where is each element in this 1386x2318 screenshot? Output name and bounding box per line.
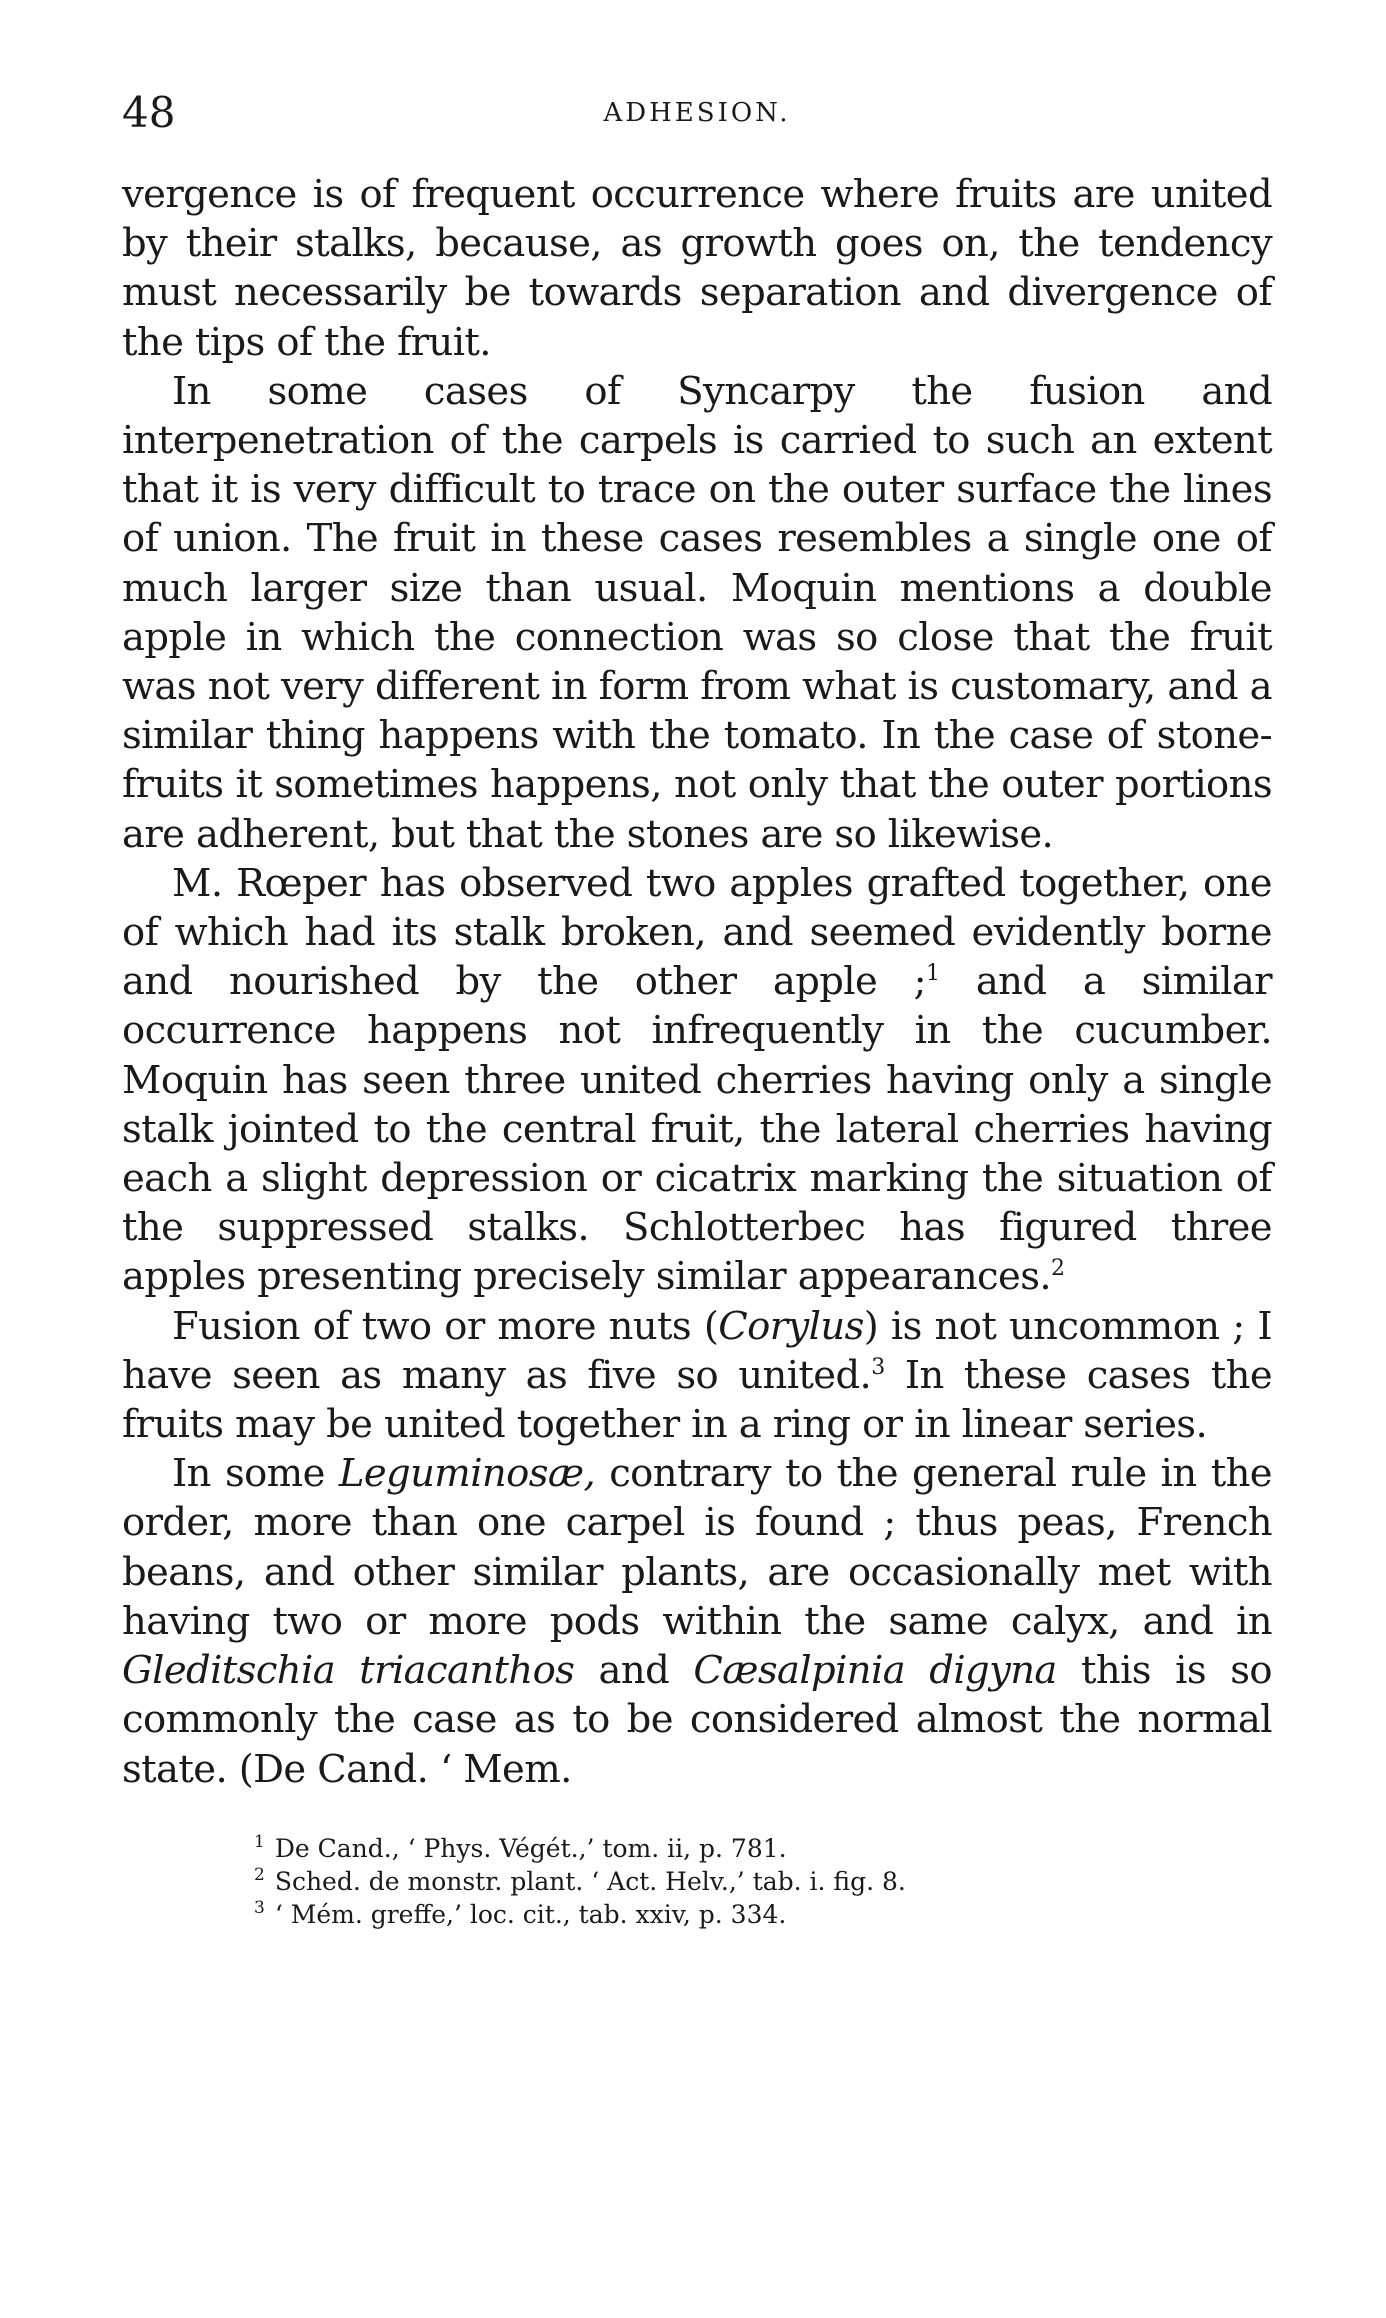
paragraph-3-text-b: and a similar occurrence happens not infrequently in the cucumber. Moquin has seen three united cherries having only a single stalk jointed to the central fruit, the lateral cherries having each a slight depression or cicatrix marking the situation of the suppressed stalks. Schlotterbec has figured three apples presenting precisely similar appearances. [122, 959, 1272, 1300]
footnote-text: ‘ Mém. greffe,’ loc. cit., tab. xxiv, p. 334. [274, 1899, 787, 1929]
book-page [122, 88, 1272, 1931]
paragraph-5-text-c: and [574, 1648, 694, 1694]
footnote [254, 1865, 1272, 1898]
paragraph-4-text-c: In these cases the fruits may be united together in a ring or in linear series. [122, 1352, 1273, 1448]
paragraph-5-text-b: contrary to the general rule in the order, more than one carpel is found ; thus peas, French beans, and other similar plants, are occasionally met with having two or more pods within the same calyx, and in [122, 1451, 1272, 1644]
running-head [122, 88, 1272, 148]
page-number: 48 [122, 88, 176, 137]
italic-corylus: Corylus [718, 1303, 864, 1349]
footnote-mark: 1 [254, 1832, 265, 1853]
paragraph-4-text-a: Fusion of two or more nuts ( [172, 1303, 719, 1349]
paragraph-4 [122, 1302, 1272, 1450]
footnote-ref-1: 1 [926, 961, 940, 987]
italic-leguminosae: Leguminosæ, [338, 1451, 596, 1497]
footnote-mark: 2 [254, 1865, 265, 1886]
paragraph-3-text-a: M. Rœper has observed two apples grafted together, one of which had its stalk broken, and seemed evidently borne and nourished by the other apple ; [122, 860, 1272, 1005]
footnote [254, 1832, 1272, 1865]
italic-gleditschia: Gleditschia triacanthos [122, 1648, 575, 1694]
paragraph-2: In some cases of Syncarpy the fusion and interpenetration of the carpels is carried to such an extent that it is very difficult to trace on the outer surface the lines of union. The fruit in these cases resembles a single one of much larger size than usual. Moquin mentions a double apple in which the connection was so close that the fruit was not very different in form from what is customary, and a similar thing happens with the tomato. In the case of stone-fruits it sometimes happens, not only that the outer portions are adherent, but that the stones are so likewise. [122, 368, 1272, 857]
footnote [254, 1898, 1272, 1931]
paragraph-5 [122, 1449, 1272, 1793]
paragraph-5-text-d: this is so commonly the case as to be considered almost the normal state. (De Cand. ‘ Mem. [122, 1648, 1272, 1792]
footnote-mark: 3 [254, 1898, 265, 1919]
paragraph-1: vergence is of frequent occurrence where fruits are united by their stalks, because, as growth goes on, the tendency must necessarily be towards separation and divergence of the tips of the fruit. [122, 172, 1272, 365]
footnote-ref-2: 2 [1051, 1256, 1065, 1282]
footnote-ref-3: 3 [871, 1355, 885, 1381]
italic-caesalpinia: Cæsalpinia digyna [693, 1648, 1057, 1694]
paragraph-4-text-b: ) is not uncommon ; I have seen as many as five so united. [122, 1303, 1272, 1398]
footnotes [122, 1832, 1272, 1931]
running-title: ADHESION. [603, 98, 791, 128]
footnote-text: De Cand., ‘ Phys. Végét.,’ tom. ii, p. 781. [274, 1833, 787, 1863]
footnote-text: Sched. de monstr. plant. ‘ Act. Helv.,’ tab. i. fig. 8. [274, 1866, 906, 1896]
paragraph-3 [122, 859, 1272, 1302]
paragraph-5-text-a: In some [172, 1451, 339, 1497]
body-text [122, 170, 1272, 1794]
